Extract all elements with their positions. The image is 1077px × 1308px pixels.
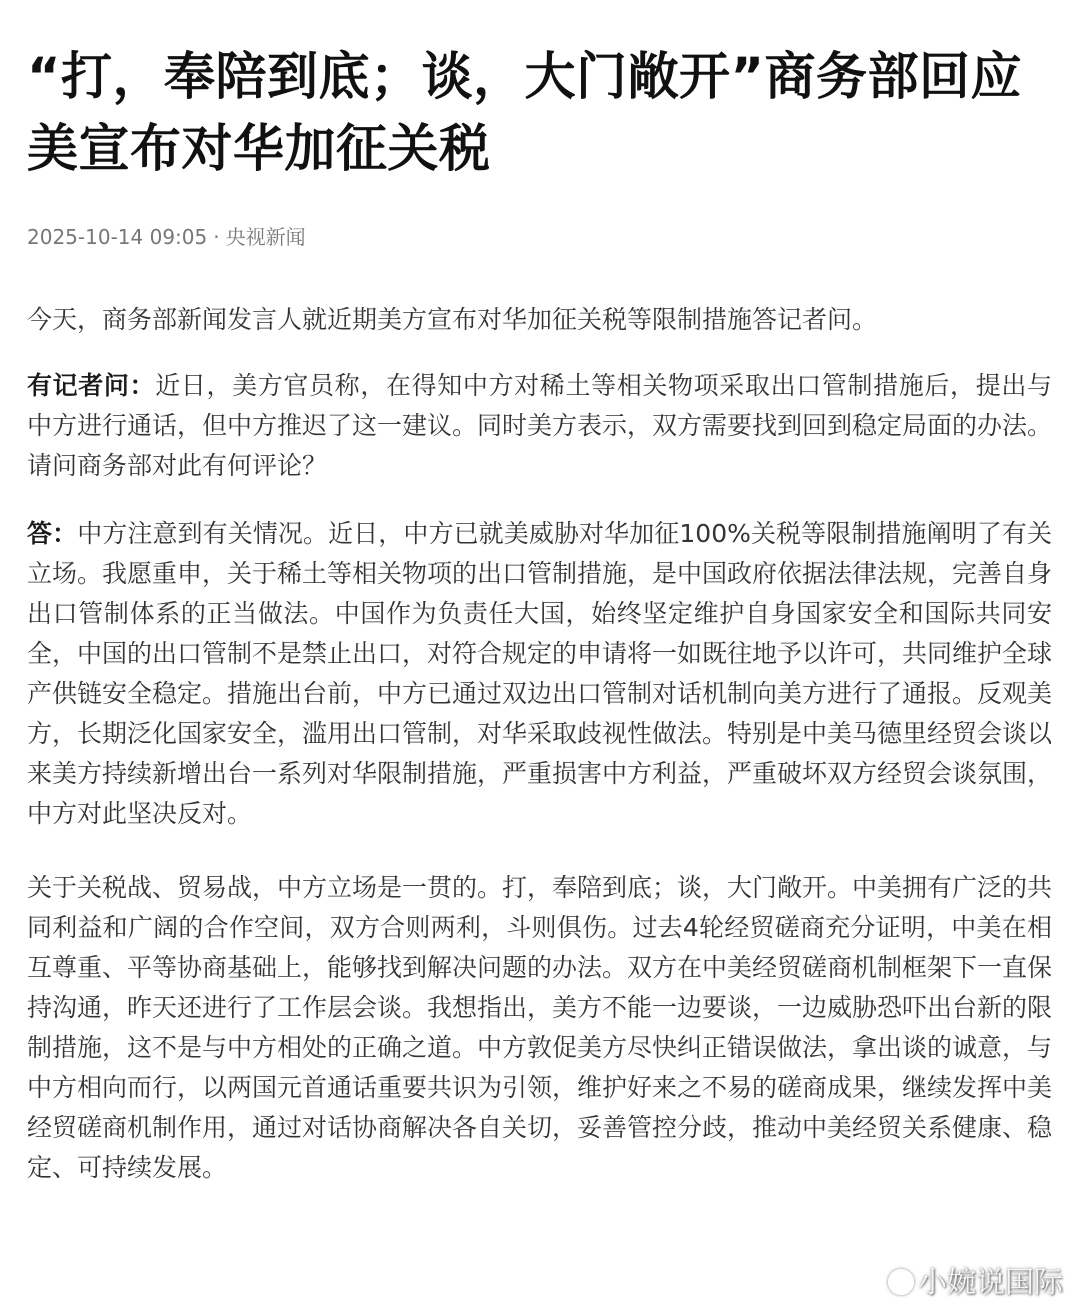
paragraph-intro: 今天，商务部新闻发言人就近期美方宣布对华加征关税等限制措施答记者问。 [27,305,878,334]
meta-separator: · [213,225,220,249]
watermark [888,1264,1063,1300]
paragraph-question [27,366,1052,486]
article-title: “打，奉陪到底；谈，大门敞开”商务部回应美宣布对华加征关税 [27,48,1023,179]
watermark-text: 小婉说国际 [917,1265,1063,1299]
watermark-logo-icon [888,1269,914,1295]
paragraph-answer [27,514,1052,834]
article-meta [27,222,1052,252]
answer-lead: 答： [27,519,78,548]
question-lead: 有记者问： [27,371,156,400]
article [27,42,1052,1188]
source-link[interactable]: 央视新闻 [225,225,306,249]
publish-date: 2025-10-14 09:05 [27,225,208,249]
paragraph-stance: 关于关税战、贸易战，中方立场是一贯的。打，奉陪到底；谈，大门敞开。中美拥有广泛的共同利益和广阔的合作空间，双方合则两利，斗则俱伤。过去4轮经贸磋商充分证明，中美在相互尊重、平等协商基础上，能够找到解决问题的办法。双方在中美经贸磋商机制框架下一直保持沟通，昨天还进行了工作层会谈。我想指出，美方不能一边要谈，一边威胁恐吓出台新的限制措施，这不是与中方相处的正确之道。中方敦促美方尽快纠正错误做法，拿出谈的诚意，与中方相向而行，以两国元首通话重要共识为引领，维护好来之不易的磋商成果，继续发挥中美经贸磋商机制作用，通过对话协商解决各自关切，妥善管控分歧，推动中美经贸关系健康、稳定、可持续发展。 [27,873,1053,1182]
answer-body: 中方注意到有关情况。近日，中方已就美威胁对华加征100%关税等限制措施阐明了有关立场。我愿重申，关于稀土等相关物项的出口管制措施，是中国政府依据法律法规，完善自身出口管制体系的正当做法。中国作为负责任大国，始终坚定维护自身国家安全和国际共同安全，中国的出口管制不是禁止出口，对符合规定的申请将一如既往地予以许可，共同维护全球产供链安全稳定。措施出台前，中方已通过双边出口管制对话机制向美方进行了通报。反观美方，长期泛化国家安全，滥用出口管制，对华采取歧视性做法。特别是中美马德里经贸会谈以来美方持续新增出台一系列对华限制措施，严重损害中方利益，严重破坏双方经贸会谈氛围，中方对此坚决反对。 [27,519,1053,828]
question-body: 近日，美方官员称，在得知中方对稀土等相关物项采取出口管制措施后，提出与中方进行通话，但中方推迟了这一建议。同时美方表示，双方需要找到回到稳定局面的办法。请问商务部对此有何评论？ [27,371,1053,480]
